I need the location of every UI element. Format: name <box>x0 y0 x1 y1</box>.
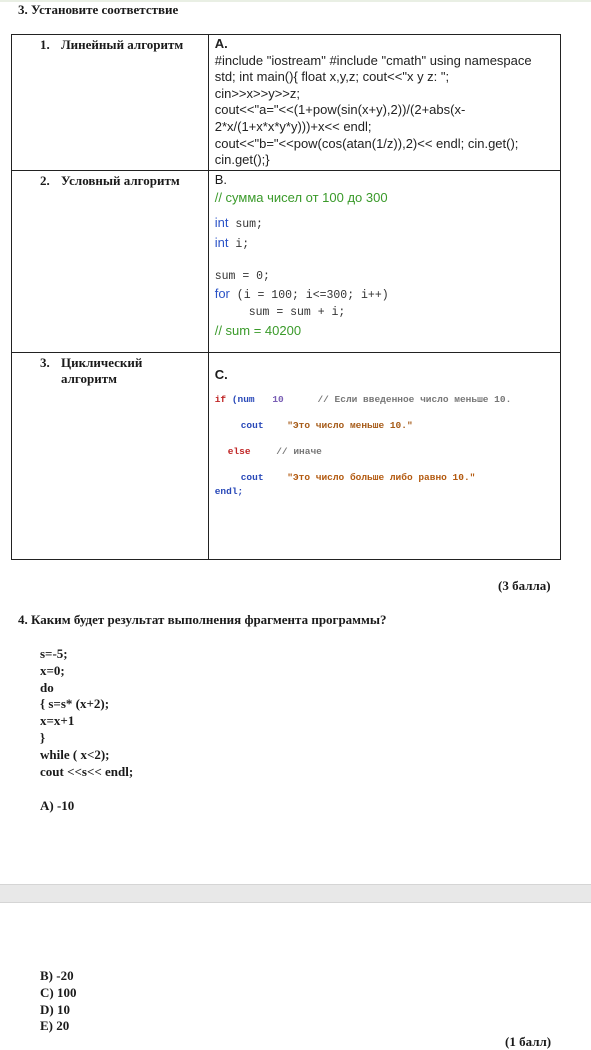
option-b-comment-1: // сумма чисел от 100 до 300 <box>214 190 388 205</box>
option-c-string-1: "Это число меньше 10." <box>287 420 413 431</box>
answer-option-b: B) -20 <box>40 968 74 983</box>
option-c-letter: C. <box>214 367 228 382</box>
row-3-label: Циклический алгоритм <box>61 355 143 386</box>
question-4-title: 4. Каким будет результат выполнения фрагмента программы? <box>18 612 387 627</box>
code-line: x=0; <box>40 662 65 678</box>
program-code <box>40 646 133 780</box>
option-a-letter: A. <box>214 36 228 51</box>
option-a-line-3: cin>>x>>y>>z; <box>214 85 300 101</box>
option-b-for-keyword: for <box>214 286 230 301</box>
option-c-endl: endl; <box>214 486 244 497</box>
matching-table <box>11 34 561 560</box>
code-line: do <box>40 679 54 695</box>
option-a-line-4: cout<<"a="<<(1+pow(sin(x+y),2))/(2+abs(x- <box>214 102 466 118</box>
option-c-num-value: 10 <box>272 394 284 405</box>
option-b-cell <box>208 171 560 353</box>
row-1-number: 1. <box>40 37 50 52</box>
page-break-divider <box>0 884 591 903</box>
answer-options-list <box>40 968 76 1035</box>
row-2-label-cell <box>12 171 209 353</box>
answer-option-a: A) -10 <box>40 798 75 813</box>
option-b-decl-i: i; <box>228 238 250 251</box>
code-line: while ( x<2); <box>40 746 110 762</box>
option-c-cout-2: cout <box>240 472 264 483</box>
option-c-string-2: "Это число больше либо равно 10." <box>287 472 476 483</box>
answer-option-d: D) 10 <box>40 1001 70 1017</box>
code-line: s=-5; <box>40 646 68 661</box>
row-3-number: 3. <box>40 355 50 370</box>
option-b-comment-2: // sum = 40200 <box>214 323 302 338</box>
option-c-num-var: (num <box>231 394 255 405</box>
option-a-cell <box>208 35 560 171</box>
option-b-loop-body: sum = sum + i; <box>248 306 346 319</box>
option-c-if-comment: // Если введенное число меньше 10. <box>317 394 512 405</box>
row-2-label: Условный алгоритм <box>61 173 180 188</box>
code-line: } <box>40 729 46 745</box>
question-3-title: 3. Установите соответствие <box>18 2 179 17</box>
question-4-points: (1 балл) <box>505 1034 552 1049</box>
row-1-label-cell <box>12 35 209 171</box>
option-a-line-7: cin.get();} <box>214 152 270 168</box>
option-a-line-6: cout<<"b="<<pow(cos(atan(1/z)),2)<< endl; cin.get(); <box>214 135 519 151</box>
code-line: x=x+1 <box>40 713 75 729</box>
option-c-cell <box>208 353 560 560</box>
question-3-points: (3 балла) <box>498 578 551 593</box>
option-b-assign: sum = 0; <box>214 270 270 283</box>
option-b-for-header: (i = 100; i<=300; i++) <box>229 289 389 302</box>
option-a-line-5: 2*x/(1+x*x*y*y)))+x<< endl; <box>214 118 372 134</box>
option-c-else-keyword: else <box>227 446 251 457</box>
option-c-cout-1: cout <box>240 420 264 431</box>
option-b-int-keyword-2: int <box>214 235 229 250</box>
option-a-line-2: std; int main(){ float x,y,z; cout<<"x y z: "; <box>214 69 450 85</box>
option-b-letter: B. <box>214 172 228 187</box>
option-b-int-keyword-1: int <box>214 215 229 230</box>
row-2-number: 2. <box>40 173 50 188</box>
answer-option-e: E) 20 <box>40 1018 70 1034</box>
option-c-else-comment: // иначе <box>276 446 322 457</box>
option-a-line-1: #include "iostream" #include "cmath" using namespace <box>214 52 532 68</box>
option-c-if-keyword: if <box>214 394 227 405</box>
option-b-decl-sum: sum; <box>228 218 263 231</box>
code-line: cout <<s<< endl; <box>40 763 134 779</box>
answer-option-c: C) 100 <box>40 984 77 1000</box>
row-3-label-cell <box>12 353 209 560</box>
code-line: { s=s* (x+2); <box>40 696 110 712</box>
row-1-label: Линейный алгоритм <box>61 37 184 52</box>
